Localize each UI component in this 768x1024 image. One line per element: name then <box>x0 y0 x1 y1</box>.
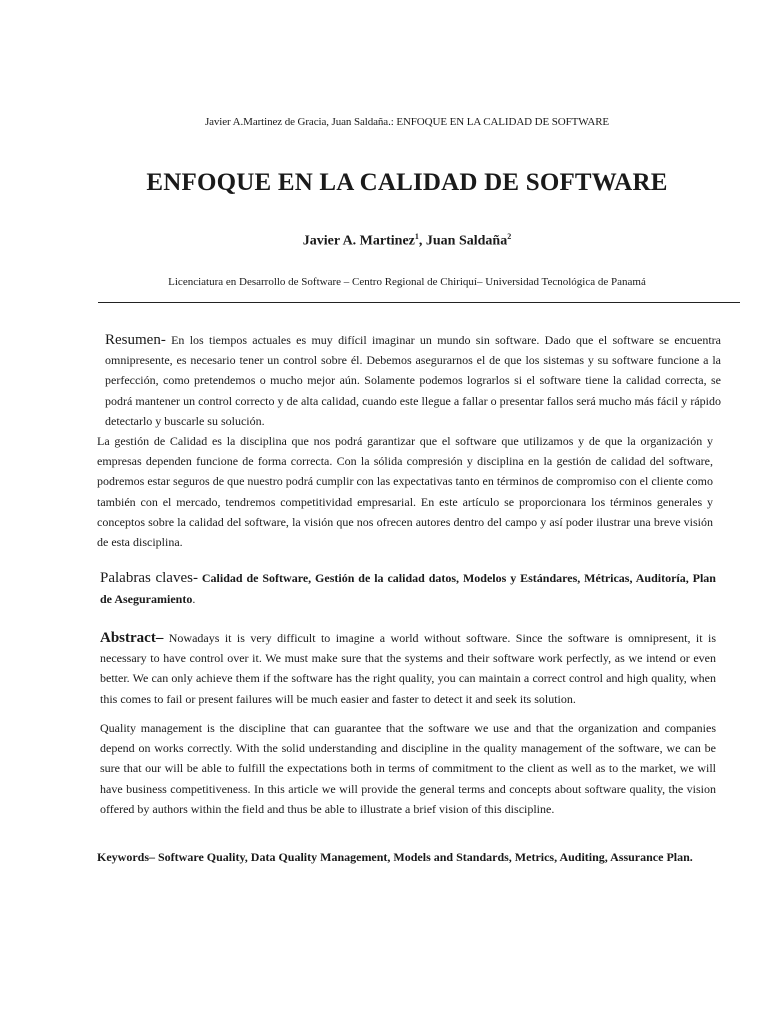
gestion-paragraph: La gestión de Calidad es la disciplina que nos podrá garantizar que el software que utilizamos y de que la organización y empresas dependen funcione de forma correcta. Con la sólida compresión y disciplina en la gestión de calidad del software, podremos estar seguros de que nuestro podrá cumplir con las expectativas tanto en términos de compromiso con el cliente como también con el mercado, tendremos competitividad empresarial. En este artículo se proporcionara los términos generales y conceptos sobre la calidad del software, la visión que nos ofrecen autores dentro del campo y así poder ilustrar una breve visión de esta disciplina. <box>97 434 713 550</box>
palabras-text: Calidad de Software, Gestión de la calidad datos, Modelos y Estándares, Métricas, Auditoría, Plan de Aseguramiento <box>100 571 716 606</box>
abstract-label: Abstract– <box>100 630 164 646</box>
running-header: Javier A.Martinez de Gracia, Juan Saldaña.: ENFOQUE EN LA CALIDAD DE SOFTWARE <box>204 116 610 128</box>
authors <box>0 232 768 250</box>
palabras-label: Palabras claves- <box>100 570 198 586</box>
header-divider <box>98 302 740 303</box>
author-name-2: , Juan Saldaña <box>418 233 508 249</box>
author-sup-1: 1 <box>414 232 419 241</box>
abstract-paragraph <box>97 628 716 709</box>
paper-title: ENFOQUE EN LA CALIDAD DE SOFTWARE <box>146 169 668 196</box>
author-sup-2: 2 <box>507 232 512 241</box>
resumen-text: En los tiempos actuales es muy difícil imaginar un mundo sin software. Dado que el software se encuentra omnipresente, es necesario tener un control sobre él. Debemos asegurarnos el de que los sistemas y su software funcione a la perfección, como pretendemos o mucho mejor aún. Solamente podemos lograrlos si el software tiene la calidad correcta, se podrá mantener un control correcto y de alta calidad, cuando este llegue a fallar o presentar fallos será mucho más fácil y rápido detectarlo y buscarle su solución. <box>105 333 721 428</box>
affiliation: Licenciatura en Desarrollo de Software – Centro Regional de Chiriquí– Universidad Tecnológica de Panamá <box>168 276 646 288</box>
abstract-text: Nowadays it is very difficult to imagine a world without software. Since the software is omnipresent, it is necessary to have control over it. We must make sure that the systems and their software work perfectly, as we intend or even better. We can only achieve them if the software has the right quality, you can maintain a correct control and high quality, when this comes to fail or present failures will be much easier and faster to detect it and seek its solution. <box>100 631 716 706</box>
keywords-paragraph <box>97 848 713 867</box>
palabras-claves-paragraph <box>97 568 716 610</box>
resumen-label: Resumen- <box>105 332 166 348</box>
resumen-paragraph <box>97 330 721 431</box>
author-name-1: Javier A. Martinez <box>302 233 415 249</box>
palabras-end: . <box>192 592 196 606</box>
quality-paragraph: Quality management is the discipline that can guarantee that the software we use and that the organization and companies depend on works correctly. With the solid understanding and discipline in the quality management of the software, we can be sure that our will be able to fulfill the expectations both in terms of commitment to the client as well as to the market, we will have business competitiveness. In this article we will provide the general terms and concepts about software quality, the vision offered by authors within the field and thus be able to illustrate a brief vision of this discipline. <box>100 721 716 816</box>
keywords-label: Keywords– <box>97 850 155 864</box>
keywords-text: Software Quality, Data Quality Management, Models and Standards, Metrics, Auditing, Assurance Plan. <box>155 850 693 864</box>
